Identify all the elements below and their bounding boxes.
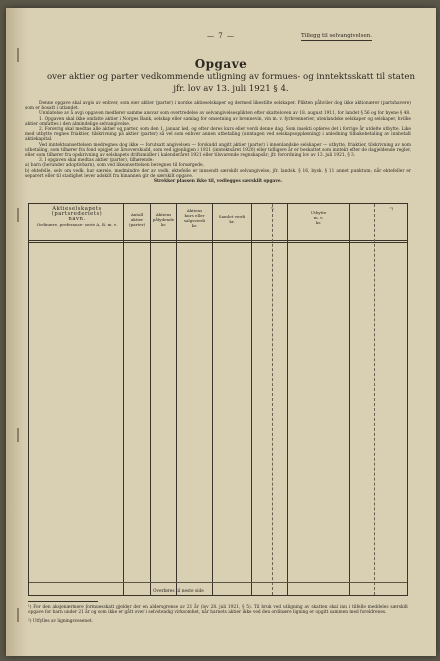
subtitle-line-2: jfr. lov av 13. juli 1921 § 4. (173, 84, 289, 94)
column-divider (349, 204, 350, 595)
table-total-divider (29, 582, 407, 583)
column-divider (176, 204, 177, 595)
instruction-paragraph: 1. Opgaven skal ikke omfatte aktier i Norges Bank, selskap eller samlag for omsetning av brennevin, vin m. v. fyrbrennerier, utenlandske selskaper og selskaper, hvilke aktier omfattes i den almindelige selvangivelse. (25, 116, 411, 127)
column-divider-dashed (374, 204, 375, 595)
column-divider (287, 204, 288, 595)
binding-stitch (17, 428, 19, 442)
column-divider (251, 204, 252, 595)
instruction-note: Strekker plassen ikke til, vedlegges særskilt opgave. (153, 179, 283, 185)
instruction-paragraph: 2. Forøvrig skal medtas alle aktier og parter, som den 1. januar lød, og efter deres kurs eller verdi denne dag. Som insekti opføres det i forrige år utdelte utbytte. Like med utbytte regnes friaktier, tilskrivning på aktier (parter) så vel som enhver annen utbetaling (unntagen ved selskapsoppløsning) i anledning tilbakebetaling av innbetalt aktiekapital. (25, 127, 411, 143)
header-footnote-2: ²) (389, 206, 394, 211)
document-page (6, 8, 436, 656)
binding-stitch (17, 608, 19, 622)
instruction-paragraph: 3. I opgaven skal medtas aktier (parter), tilhørende: (39, 158, 154, 164)
shares-table (28, 203, 408, 596)
carry-over-label: Overføres til neste side (153, 589, 204, 594)
footnote-1: ¹) For den aksjenærmere formuesskatt gjelder der en aldersgrense av 21 år (lov 28. juli 1921, § 5). Til bruk ved utligning av skatten skal inn i tilfelle meddeles særskilt opgave for barn under 21 år og som ikke er gått over i selvstendig virksomhet, når barnets aktier ikke ved den ordinære ligning er opgitt sammen med foreldrenes. (28, 605, 408, 616)
instruction-paragraph: a) barn (herunder adoptivbarn), som ved likeansettelsen beregnes til forsørgede, (25, 163, 204, 169)
instruction-paragraph: Denne opgave skal avgis av enhver, som eier aktier (parter) i norske aktieselskaper og dermed likestilte selskaper. Plikten påhviler dog ikke aktionærer (partshavere) som er bosatt i utlandet. (25, 101, 411, 112)
instruction-paragraph: Unnlatelse av å avgi opgaven medfører samme ansvar som overtredelse av selvangivelsesplikten efter skatteloven av 18. august 1911, for landet § 56 og for byene § 48. (39, 111, 411, 117)
binding-stitch (17, 208, 19, 222)
footnote-rule (28, 601, 98, 602)
header-footnote-1: ¹) (270, 206, 274, 211)
supplement-label: Tillegg til selvangivelsen. (300, 33, 372, 39)
header-company-name: Aktieselskapets (partsrederiets) navn. Ordinære, preferanse- serie A, B, m. v. (36, 206, 118, 227)
table-header-divider (29, 240, 407, 241)
column-divider-dashed (272, 204, 273, 595)
header-share-count: Antall aktier (parter) (128, 212, 146, 227)
header-face-value: Aktiens pålydende kr. (152, 212, 175, 227)
footnote-2: ²) Utfylles av ligningsvesenet. (28, 618, 93, 624)
table-header-divider (29, 242, 407, 243)
footnotes (28, 605, 408, 624)
header-dividend: Utbytte m. v. kr. (310, 210, 327, 225)
page-number: — 7 — (207, 32, 235, 40)
column-divider (212, 204, 213, 595)
column-divider (150, 204, 151, 595)
instruction-paragraph: Ved inntektsansettelsen medregnes dog ikke — forutsatt angivelsen — forskudd angitt aktier (parter) i innenlandske selskaper — utbytte, friaktier, tilskrivning av nom utbetaling, som tilhører fra fond opigjet av årsoverskudd, som ved igjenligjen i 1921 (inntektsåret 1920) eller tidligere år er beskattet som inntekt efter de dagjeldende regler, eller som tilhører fra opskrivning av selskapets driftsmidler i kalenderåret 1921 eller tilsvarende regnskapsår; jfr. forordning lov av 13. juli 1921, § 3. (25, 142, 411, 159)
header-market-value: Aktiens kurs eller salgsverdi kr. (183, 208, 206, 228)
document-title: Opgave (194, 57, 248, 71)
instruction-paragraph: b) ektefelle, selv om vedk. har særeie, medmindre der av vedk. ektefelle er innsendt særskilt selvangivelse, jfr. landsk. § 16, bysk. § 11 annet punktum; når ektefeller er separert eller til stadighet lever adskilt fra hinannen gir de særskilt opgave. (25, 168, 411, 179)
subtitle-line-1: over aktier og parter vedkommende utligning av formues- og inntektsskatt til staten (47, 72, 415, 82)
column-divider (123, 204, 124, 595)
header-total-value: Samlet verdi kr. (218, 214, 246, 224)
instructions-text (25, 101, 411, 184)
